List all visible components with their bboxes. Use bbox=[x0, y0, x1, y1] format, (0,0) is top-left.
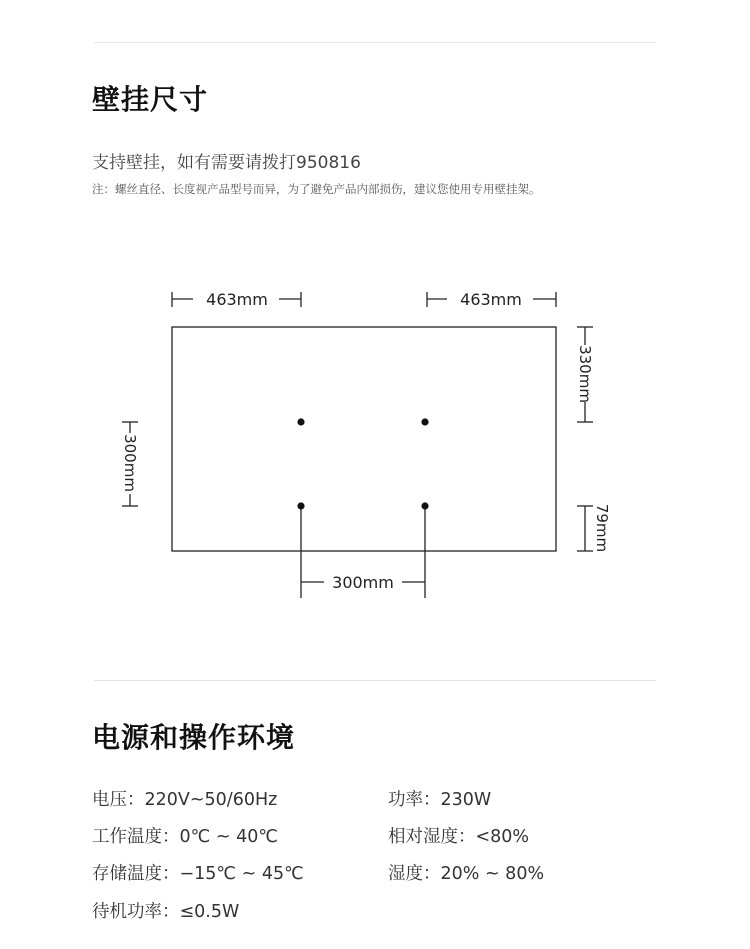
mount-hole-bottom-left bbox=[297, 502, 304, 509]
spec-operating-temperature: 工作温度：0℃ ~ 40℃ bbox=[92, 827, 278, 847]
mount-hole-top-left bbox=[297, 418, 304, 425]
dim-label-top-right: 463mm bbox=[460, 290, 522, 309]
product-outline bbox=[172, 327, 556, 551]
dim-label-bottom: 300mm bbox=[332, 573, 394, 592]
spec-voltage: 电压：220V~50/60Hz bbox=[92, 790, 278, 810]
divider-middle bbox=[94, 680, 656, 681]
wall-mount-subtitle: 支持壁挂，如有需要请拨打950816 bbox=[92, 153, 361, 173]
spec-humidity: 湿度：20% ~ 80% bbox=[388, 864, 545, 884]
wall-mount-title: 壁挂尺寸 bbox=[92, 83, 209, 116]
wall-mount-note: 注：螺丝直径、长度视产品型号而异，为了避免产品内部损伤，建议您使用专用壁挂架。 bbox=[92, 182, 541, 196]
spec-standby-power: 待机功率：≤0.5W bbox=[92, 902, 240, 922]
mount-hole-bottom-right bbox=[421, 502, 428, 509]
dim-label-left: 300mm bbox=[121, 434, 139, 492]
mount-hole-top-right bbox=[421, 418, 428, 425]
spec-storage-temperature: 存储温度：−15℃ ~ 45℃ bbox=[92, 864, 304, 884]
spec-power: 功率：230W bbox=[388, 790, 492, 810]
dim-label-right-lower: 79mm bbox=[593, 503, 611, 553]
dim-label-right-upper: 330mm bbox=[576, 345, 594, 403]
power-environment-title: 电源和操作环境 bbox=[92, 721, 296, 754]
dim-label-top-left: 463mm bbox=[206, 290, 268, 309]
spec-relative-humidity: 相对湿度：<80% bbox=[388, 827, 530, 847]
